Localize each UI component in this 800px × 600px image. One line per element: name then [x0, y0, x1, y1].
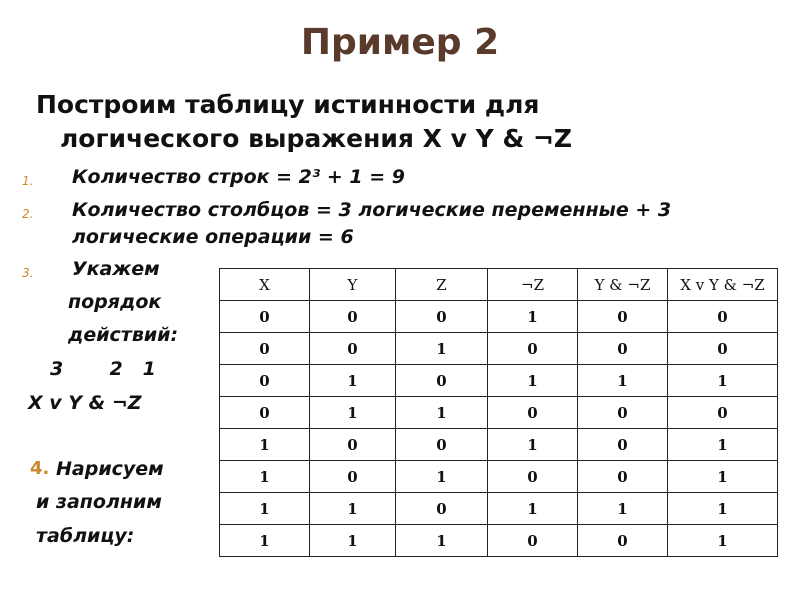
table-cell: 0 [578, 333, 668, 365]
step-4-line-1: Нарисуем [56, 458, 164, 480]
table-cell: 0 [220, 365, 310, 397]
table-cell: 0 [396, 493, 488, 525]
table-cell: 1 [668, 525, 778, 557]
table-cell: 1 [578, 493, 668, 525]
slide-title: Пример 2 [300, 22, 500, 63]
table-cell: 1 [488, 301, 578, 333]
table-cell: 1 [488, 493, 578, 525]
table-cell: 1 [220, 525, 310, 557]
table-cell: 0 [396, 429, 488, 461]
step-4-line-3: таблицу: [36, 525, 135, 547]
table-row [220, 365, 778, 397]
table-cell: 0 [578, 397, 668, 429]
column-header: Z [396, 269, 488, 301]
step-2-line-2: логические операции = 6 [72, 226, 354, 248]
table-cell: 1 [396, 461, 488, 493]
step-3-line-2: порядок [68, 291, 162, 313]
table-row [220, 397, 778, 429]
table-cell: 0 [668, 301, 778, 333]
table-cell: 0 [220, 333, 310, 365]
table-cell: 0 [488, 397, 578, 429]
step-1-text: Количество строк = 2³ + 1 = 9 [72, 166, 405, 188]
step-4-line-2: и заполним [36, 491, 162, 513]
table-row [220, 525, 778, 557]
table-cell: 1 [220, 461, 310, 493]
table-cell: 0 [578, 429, 668, 461]
table-cell: 0 [310, 333, 396, 365]
table-cell: 0 [578, 301, 668, 333]
step-2-line-1: Количество столбцов = 3 логические переменные + 3 [72, 199, 672, 221]
step-1-number: 1. [22, 174, 34, 188]
table-cell: 0 [220, 301, 310, 333]
table-row [220, 333, 778, 365]
table-cell: 1 [310, 365, 396, 397]
expression-label: X v Y & ¬Z [28, 392, 142, 414]
table-cell: 0 [668, 333, 778, 365]
table-cell: 1 [396, 397, 488, 429]
table-cell: 0 [578, 461, 668, 493]
table-cell: 1 [220, 493, 310, 525]
table-cell: 1 [488, 429, 578, 461]
operation-order-numbers: 3 2 1 [50, 358, 156, 380]
table-cell: 1 [668, 493, 778, 525]
table-cell: 1 [310, 397, 396, 429]
table-cell: 1 [310, 525, 396, 557]
subtitle-line-1: Построим таблицу истинности для [36, 90, 540, 119]
column-header: Y [310, 269, 396, 301]
table-cell: 0 [578, 525, 668, 557]
table-cell: 1 [578, 365, 668, 397]
table-cell: 1 [668, 429, 778, 461]
column-header: ¬Z [488, 269, 578, 301]
step-3-number: 3. [22, 266, 34, 280]
table-cell: 0 [488, 333, 578, 365]
step-3-line-1: Укажем [72, 258, 160, 280]
column-header: X v Y & ¬Z [668, 269, 778, 301]
table-cell: 0 [488, 525, 578, 557]
table-cell: 1 [668, 365, 778, 397]
step-3-line-3: действий: [68, 324, 179, 346]
table-row [220, 493, 778, 525]
table-cell: 0 [220, 397, 310, 429]
table-cell: 0 [310, 301, 396, 333]
table-cell: 1 [668, 461, 778, 493]
table-cell: 1 [396, 333, 488, 365]
table-cell: 1 [310, 493, 396, 525]
table-cell: 1 [488, 365, 578, 397]
table-cell: 0 [488, 461, 578, 493]
table-cell: 0 [396, 365, 488, 397]
step-4-number: 4. [30, 458, 50, 479]
column-header: X [220, 269, 310, 301]
table-row [220, 429, 778, 461]
table-row [220, 461, 778, 493]
subtitle-line-2: логического выражения X v Y & ¬Z [60, 124, 573, 153]
table-cell: 0 [396, 301, 488, 333]
table-cell: 0 [668, 397, 778, 429]
truth-table [219, 268, 778, 557]
slide-subtitle [36, 88, 776, 156]
table-row [220, 301, 778, 333]
table-header-row [220, 269, 778, 301]
table-cell: 0 [310, 429, 396, 461]
table-cell: 1 [220, 429, 310, 461]
table-cell: 1 [396, 525, 488, 557]
table-cell: 0 [310, 461, 396, 493]
step-2-number: 2. [22, 207, 34, 221]
column-header: Y & ¬Z [578, 269, 668, 301]
